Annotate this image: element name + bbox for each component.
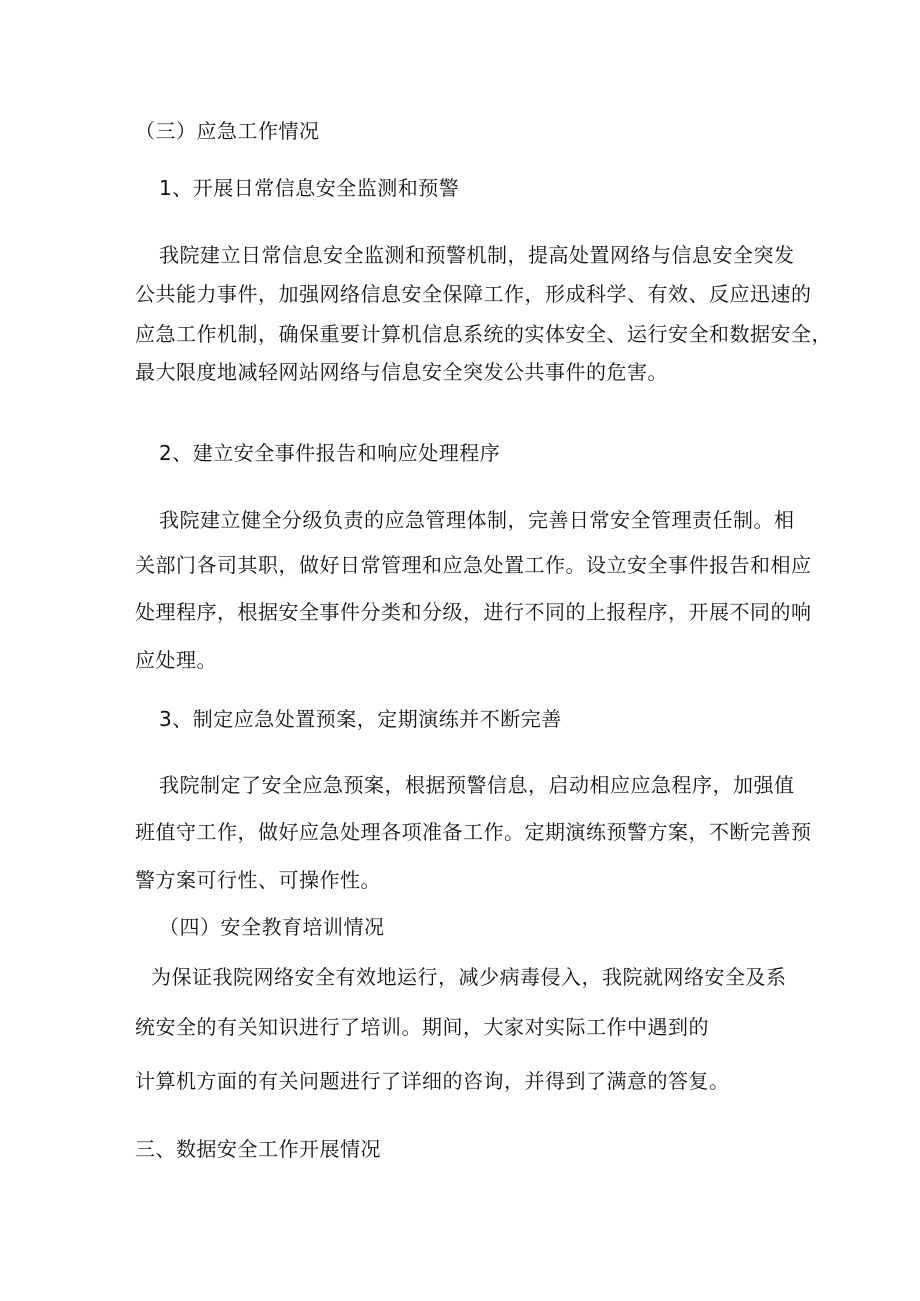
item-3-heading: 3、制定应急处置预案，定期演练并不断完善	[159, 707, 562, 731]
item-1-paragraph-line-2: 公共能力事件，加强网络信息安全保障工作，形成科学、有效、反应迅速的	[135, 282, 812, 306]
item-2-paragraph-line-1: 我院建立健全分级负责的应急管理体制，完善日常安全管理责任制。相	[159, 508, 795, 532]
subsection-heading-security-training: （四）安全教育培训情况	[159, 915, 385, 939]
item-1-paragraph-line-1: 我院建立日常信息安全监测和预警机制，提高处置网络与信息安全突发	[159, 243, 795, 267]
subsection-heading-emergency-work: （三）应急工作情况	[135, 119, 320, 143]
item-3-paragraph-line-3: 警方案可行性、可操作性。	[135, 868, 381, 892]
item-1-paragraph-line-4: 最大限度地减轻网站网络与信息安全突发公共事件的危害。	[135, 360, 668, 384]
item-2-paragraph-line-2: 关部门各司其职，做好日常管理和应急处置工作。设立安全事件报告和相应	[135, 553, 812, 577]
item-2-paragraph-line-3: 处理程序，根据安全事件分类和分级，进行不同的上报程序，开展不同的响	[135, 600, 812, 624]
section-heading-data-security: 三、数据安全工作开展情况	[135, 1137, 381, 1161]
training-paragraph-line-1: 为保证我院网络安全有效地运行，减少病毒侵入，我院就网络安全及系	[151, 965, 787, 989]
item-3-paragraph-line-2: 班值守工作，做好应急处理各项准备工作。定期演练预警方案，不断完善预	[135, 820, 812, 844]
training-paragraph-line-2: 统安全的有关知识进行了培训。期间，大家对实际工作中遇到的	[135, 1015, 709, 1039]
training-paragraph-line-3: 计算机方面的有关问题进行了详细的咨询，并得到了满意的答复。	[135, 1069, 730, 1093]
item-1-heading: 1、开展日常信息安全监测和预警	[159, 176, 460, 200]
item-2-paragraph-line-4: 应处理。	[135, 648, 217, 672]
item-2-heading: 2、建立安全事件报告和响应处理程序	[159, 441, 501, 465]
item-3-paragraph-line-1: 我院制定了安全应急预案，根据预警信息，启动相应应急程序，加强值	[159, 773, 795, 797]
item-1-paragraph-line-3: 应急工作机制，确保重要计算机信息系统的实体安全、运行安全和数据安全，	[135, 322, 832, 346]
